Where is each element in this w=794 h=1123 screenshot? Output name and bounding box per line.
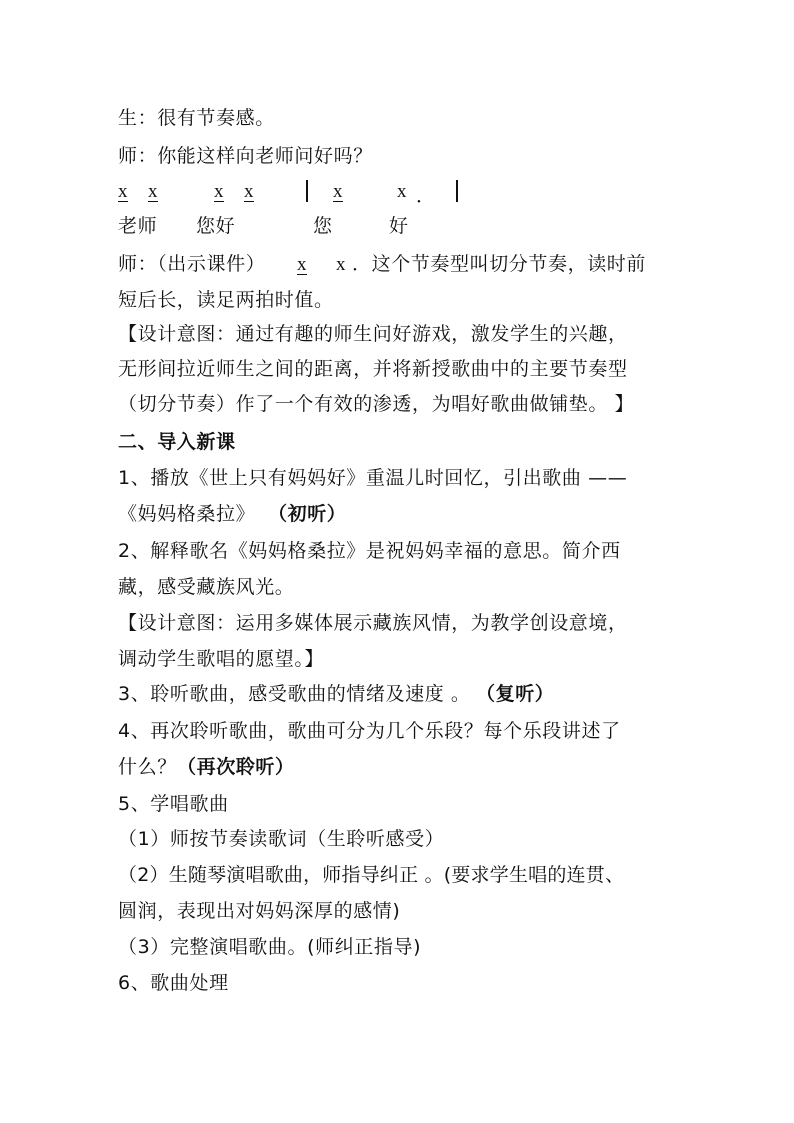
bar-line	[456, 180, 458, 202]
note-x: x	[148, 181, 158, 202]
note-x: x	[244, 181, 254, 202]
text-line: 短后长，读足两拍时值。	[118, 289, 334, 311]
note-x: x	[333, 181, 343, 202]
note-x: x	[118, 181, 128, 202]
bold-note: （初听）	[268, 503, 347, 525]
text-line: 无形间拉近师生之间的距离，并将新授歌曲中的主要节奏型	[118, 358, 628, 380]
lyric-hao: 好	[389, 215, 409, 237]
text-line: 《妈妈格桑拉》	[118, 503, 256, 525]
lyric-nin: 您	[313, 215, 333, 237]
text-line: 5、学唱歌曲	[118, 793, 229, 815]
bar-line	[306, 180, 308, 202]
text-line: 4、再次聆听歌曲，歌曲可分为几个乐段？每个乐段讲述了	[118, 720, 621, 742]
text-line: 1、播放《世上只有妈妈好》重温儿时回忆，引出歌曲 ——	[118, 467, 628, 489]
text-line: 师：（出示课件）	[118, 253, 266, 275]
text-line: 圆润，表现出对妈妈深厚的感情)	[118, 900, 401, 922]
lyric-laoshi: 老师	[118, 215, 158, 237]
text-line: （1）师按节奏读歌词（生聆听感受）	[118, 828, 445, 850]
section-heading: 二、导入新课	[118, 431, 236, 453]
note-x: x	[297, 254, 307, 275]
text-line: 调动学生歌唱的愿望。】	[118, 648, 325, 670]
note-dot: ．	[416, 186, 436, 207]
lyric-ninhao: 您好	[196, 215, 236, 237]
note-x: x	[214, 181, 224, 202]
text-line: 【设计意图：通过有趣的师生问好游戏，激发学生的兴趣，	[118, 323, 628, 345]
text-line: 2、解释歌名《妈妈格桑拉》是祝妈妈幸福的意思。简介西	[118, 540, 621, 562]
bold-note: （再次聆听）	[177, 756, 295, 778]
text-line: 3、聆听歌曲，感受歌曲的情绪及速度 。	[118, 683, 471, 705]
text-line: （2）生随琴演唱歌曲，师指导纠正 。(要求学生唱的连贯、	[118, 864, 625, 886]
text-line: 师：你能这样向老师问好吗？	[118, 145, 373, 167]
bold-note: （复听）	[476, 683, 555, 705]
text-line: 藏，感受藏族风光。	[118, 576, 295, 598]
text-line: 【设计意图：运用多媒体展示藏族风情，为教学创设意境，	[118, 612, 628, 634]
text-line: 什么？	[118, 756, 177, 778]
text-line: （3）完整演唱歌曲。(师纠正指导)	[118, 936, 422, 958]
text-line: ．这个节奏型叫切分节奏，读时前	[352, 253, 647, 275]
note-x: x	[336, 254, 346, 275]
text-line: 6、歌曲处理	[118, 972, 229, 994]
note-x: x	[397, 181, 407, 202]
text-line: （切分节奏）作了一个有效的渗透，为唱好歌曲做铺垫。 】	[118, 393, 635, 415]
text-line: 生：很有节奏感。	[118, 107, 275, 129]
